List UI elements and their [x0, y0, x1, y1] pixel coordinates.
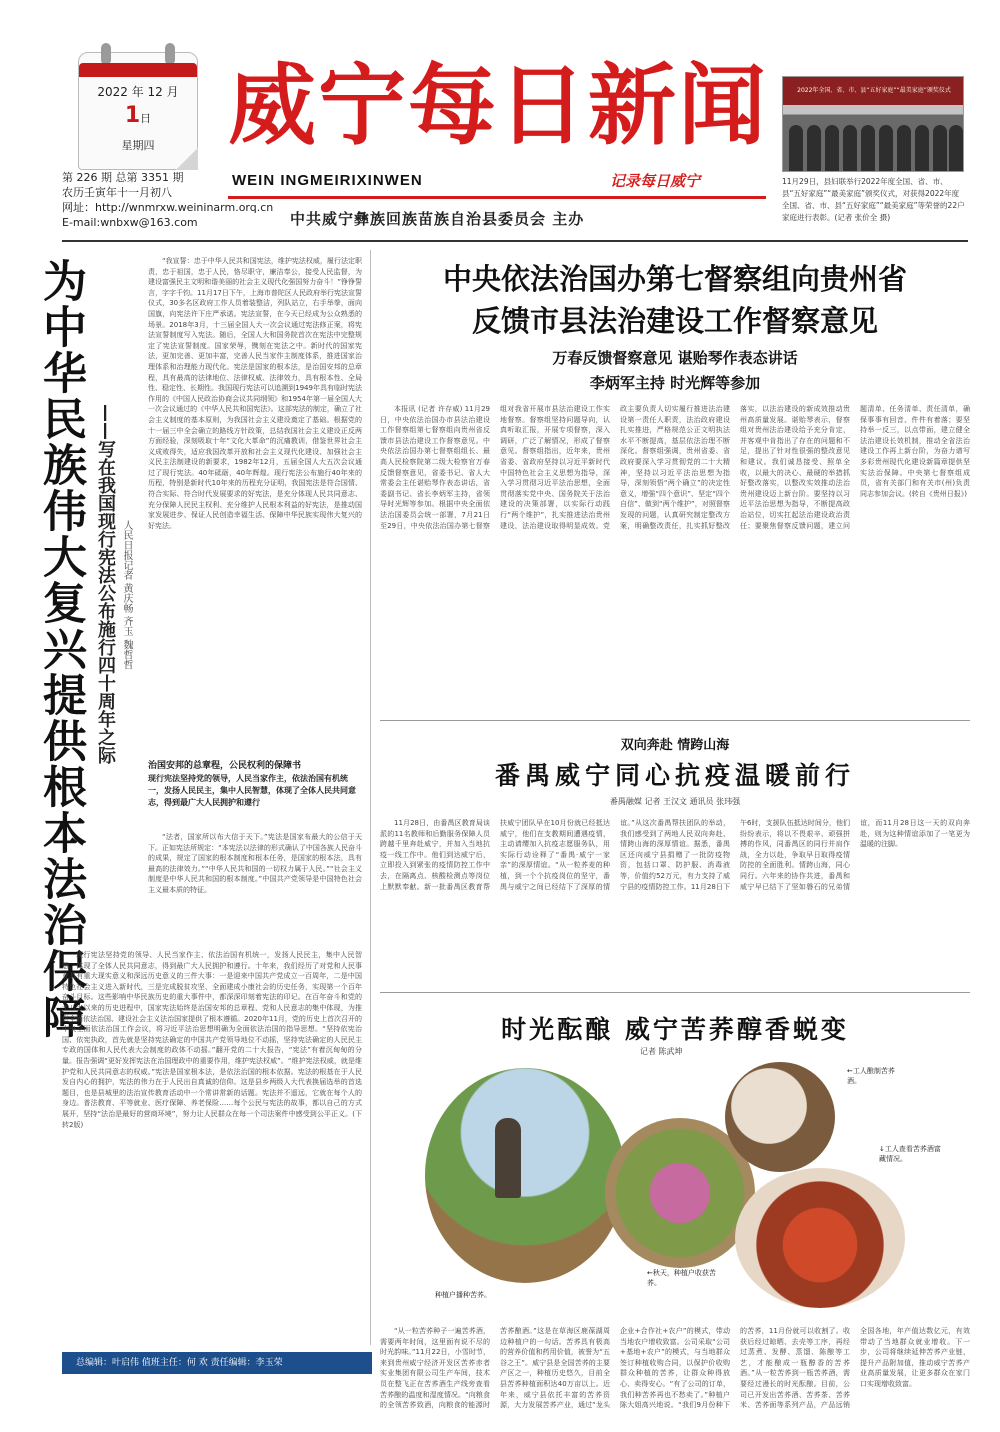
story2-body: [380, 818, 970, 986]
award-ceremony-photo: [782, 76, 964, 172]
editor-credits: 总编辑：叶启伟 值班主任：何 欢 责任编辑：李玉荣: [62, 1352, 372, 1374]
story-divider: [380, 992, 970, 993]
sponsor-line: 中共威宁彝族回族苗族自治县委员会 主办: [290, 210, 585, 228]
story2-byline: 番禺融媒 记者 王汉文 通讯员 张玮强: [609, 797, 741, 806]
masthead-rule: [228, 196, 766, 199]
newspaper-pinyin: WEIN INGMEIRIXINWEN: [232, 172, 423, 189]
story3-body-paragraph: “从一粒苦荞种子一遍苦荞酒，需要两年时间，这里面有说不尽的时光韵味。”11月22日，小雪时节，来到贵州威宁经济开发区苦荞赤者实业集团有限公司生产车间，技术员在整飞正在苦荞酒生产线旁查看苦荞酿的温度和湿度情况。“向粮食的全领苦荞致酒，向粮食的能源时苦荞酿酒。”这是在草海区鹿葆湖周边种植户的一句话。苦荞具有极高的营养价值和药用价值，被誉为“五谷之王”。威宁县是全国苦荞的主要产区之一，种植历史悠久，目前全县苦荞种植面积达40万亩以上。近年来，威宁县依托丰富的苦荞资源，大力发展苦荞产业，通过“龙头企业+合作社+农户”的模式，带动当地农户增收致富。公司采取“公司+基地+农户”的模式，与当地群众签订种植收购合同，以保护价收购群众种植的苦荞，让群众种得放心、卖得安心。“有了公司的订单，我们种苦荞再也不愁卖了。”种植户陈大姐高兴地说。“我们9月份种下的苦荞，11月份就可以收割了。收获后经过晾晒、去壳等工序，再经过蒸煮、发酵、蒸馏、陈酿等工艺，才能酿成一瓶醇香的苦荞酒。”从一粒苦荞到一瓶苦荞酒，需要经过漫长的时光酝酿。目前，公司已开发出苦荞酒、苦荞茶、苦荞米、苦荞面等系列产品，产品远销全国各地，年产值达数亿元，有效带动了当地群众就业增收。下一步，公司将继续延伸苦荞产业链，提升产品附加值，推动威宁苦荞产业高质量发展，让更多群众在家门口实现增收致富。: [380, 1327, 970, 1410]
newspaper-slogan: 记录每日威宁: [610, 172, 701, 190]
email-link[interactable]: E-mail:wnbxw@163.com: [62, 216, 198, 229]
farmer-figure: [495, 1118, 521, 1198]
story2-headline[interactable]: 番禺威宁同心抗疫温暖前行: [494, 761, 855, 790]
issue-info: [62, 170, 274, 230]
storage-caption: ↓工人查看苦荞酒富藏情况。: [879, 1145, 941, 1163]
masthead-divider: [62, 240, 968, 242]
lead-body-column: [148, 832, 362, 944]
lunar-date: 农历壬寅年十一月初八: [62, 186, 172, 199]
story2-kicker: 双向奔赴 情跨山海: [620, 738, 730, 753]
lead-pull-quote: 现行宪法坚持党的领导，人民当家作主，依法治国有机统一，发扬人民民主，集中人民智慧，体现了全体人民共同意志，得到最广大人民拥护和遵行: [148, 774, 356, 807]
story1-body: [380, 404, 970, 714]
calendar-year-month: 2022 年 12 月: [97, 85, 179, 99]
brewing-caption: ←工人酿制苦荞酒。: [847, 1067, 895, 1085]
story1-headline-line1: 中央依法治国办第七督察组向贵州省: [442, 262, 907, 296]
story3-headline[interactable]: 时光酝酿 威宁苦荞醇香蜕变: [501, 1015, 849, 1044]
lead-body-column: [62, 950, 362, 1346]
story1-headline[interactable]: [380, 258, 970, 342]
story2-body-paragraph: 11月28日，由番禺区教育局谈派的11名教师和后勤服务保障人员跨越千里奔赴威宁，并加入当地抗疫一线工作中。他们到达威宁后，立即投入到紧张的疫情防控工作中去，在隔离点、核酸检测点等岗位上默默奉献。新一批番禺区教育帮扶威宁团队早在10月份就已经抵达威宁，他们在支教期间遭遇疫情，主动请缨加入抗疫志愿服务队，用实际行动诠释了“番禺·威宁一家亲”的深厚情谊。“从一粒荞麦的种植，到一个个抗疫岗位的坚守，番禺与威宁之间已经结下了深厚的情谊。”从这次番禺帮扶团队的举动，我们感受到了两地人民双向奔赴、情跨山海的深厚情谊。据悉，番禺区还向威宁县捐赠了一批防疫物资，包括口罩、防护服、消毒液等，价值约52万元，有力支持了威宁县的疫情防控工作。11月28日下午6时，支援队伍抵达时间分，他们纷纷表示，将以不畏艰辛、顽强拼搏的作风，同番禺区的同行并肩作战，全力以赴，争取早日取得疫情防控的全面胜利。情跨山海，同心同行。六年来的协作共进，番禺和威宁早已结下了坚如磐石的兄弟情谊，而11月28日这一天的双向奔赴，则为这种情谊添加了一笔更为温暖的注脚。: [380, 819, 970, 891]
brewing-photo: [725, 1062, 835, 1172]
column-divider: [370, 250, 371, 1345]
newspaper-title: 威宁每日新闻: [228, 54, 769, 157]
story3-body: [380, 1326, 970, 1426]
page-curl-icon: [176, 148, 198, 170]
buckwheat-photo-collage: [385, 1058, 970, 1318]
story1-body-paragraph: 本报讯 (记者 许存威) 11月29日，中央依法治国办市县法治建设工作督察组第七督察组向贵州省反馈市县法治建设工作督察意见。中央依法治国办第七督察组组长、最高人民检察院第二级大检察官万春反馈督察意见，省委书记、省人大常委会主任谌贻琴作表态讲话，省委副书记、省长李炳军主持，省领导时光辉等参加。根据中央全面依法治国委员会统一部署，7月21日至29日，中央依法治国办第七督察组对我省开展市县法治建设工作实地督察。督察组坚持问题导向，认真听取汇报，开展专项督察，深入调研，广泛了解情况，形成了督察意见。督察组指出，近年来，贵州省委、省政府坚持以习近平新时代中国特色社会主义思想为指导，深入学习贯彻习近平法治思想，全面贯彻落实党中央、国务院关于法治建设的决策部署，以实际行动践行“两个维护”，扎实推进法治贵州建设，法治建设取得明显成效。党政主要负责人切实履行推进法治建设第一责任人职责，法治政府建设扎实推进，严格规范公正文明执法水平不断提高，基层依法治理不断深化。督察组强调，贵州省委、省政府要深入学习贯彻党的二十大精神，坚持以习近平法治思想为指导，深刻领悟“两个确立”的决定性意义，增强“四个意识”、坚定“四个自信”、做到“两个维护”，对照督察发现的问题，认真研究制定整改方案，明确整改责任，扎实抓好整改落实，以法治建设的新成效推动贵州高质量发展。谌贻琴表示，督察组对贵州法治建设给予充分肯定，并客观中肯指出了存在的问题和不足，提出了针对性很强的整改意见和建议。我们诚恳接受、照单全收，以最大的决心、最硬的举措抓好整改落实，以整改实效推动法治贵州建设迈上新台阶。要坚持以习近平法治思想为指导，不断提高政治站位，切实扛起法治建设政治责任；要聚焦督察反馈问题，建立问题清单、任务清单、责任清单，确保事事有回音、件件有着落；要坚持举一反三，以点带面，建立健全法治建设长效机制，推动全省法治建设工作再上新台阶，为奋力谱写多彩贵州现代化建设新篇章提供坚实法治保障。中央第七督察组成员，省有关部门和有关市(州)负责同志参加会议。(转自《贵州日报》): [380, 405, 970, 530]
harvest-caption: ←秋天，种植户收获苦荞。: [647, 1269, 716, 1287]
storage-photo: [735, 1168, 905, 1308]
story1-subhead-line2: 李炳军主持 时光辉等参加: [589, 374, 761, 392]
issue-number: 第 226 期 总第 3351 期: [62, 171, 184, 184]
planting-caption: 种植户播种苦荞。: [435, 1291, 491, 1299]
photo-caption: 11月29日，县妇联举行2022年度全国、省、市、县“五好家庭”“最美家庭”颁奖仪式，对获得2022年度全国、省、市、县“五好家庭”“最美家庭”等荣誉的22户家庭进行表彰。(记者 张价全 摄): [782, 177, 965, 222]
calendar-day-number: 1: [124, 103, 141, 128]
story1-subhead-line1: 万春反馈督察意见 谌贻琴作表态讲话: [552, 349, 798, 367]
calendar-day: [79, 103, 197, 128]
lead-subheadline: ——写在我国现行宪法公布施行四十周年之际: [95, 404, 116, 764]
story-divider: [380, 720, 970, 721]
date-calendar: [78, 52, 198, 170]
calendar-ring-icon: [101, 43, 111, 65]
calendar-day-unit: 日: [140, 112, 152, 125]
calendar-weekday: 星期四: [121, 139, 155, 152]
story3-byline: 记者 陈武坤: [640, 1047, 683, 1056]
lead-headline[interactable]: 为中华民族伟大复兴提供根本法治保障: [35, 258, 86, 1040]
lead-byline: 人民日报记者 黄庆畅 齐玉 魏哲哲: [121, 520, 132, 670]
lead-section-heading: 治国安邦的总章程，公民权利的保障书: [148, 761, 302, 771]
story1-subheadline: [380, 346, 970, 396]
lead-body-paragraph: “我宣誓：忠于中华人民共和国宪法，维护宪法权威，履行法定职责，忠于祖国，忠于人民，恪尽职守，廉洁奉公，接受人民监督，为建设富强民主文明和谐美丽的社会主义现代化强国努力奋斗！”铮铮誓言，字字千钧。11月17日下午，上海市普陀区人民政府举行宪法宣誓仪式，30多名区政府工作人员着装整洁，列队站立，右手举拳，面向国旗，向宪法许下庄严承诺。宪法宣誓，在今天已经成为公众熟悉的场景。2018年3月，十三届全国人大一次会议通过宪法修正案，将宪法宣誓制度写入宪法。随后，全国人大和国务院首次在宪法中完整规定了宪法宣誓制度。国家荣辱，镌刻在宪法之中。新时代的国家宪法，更加完善、更加丰富，完善人民当家作主制度体系，推进国家治理体系和治理能力现代化。宪法是国家的根本法，是治国安邦的总章程，具有最高的法律地位、法律权威、法律效力，具有根本性、全局性、稳定性、长期性。我国现行宪法可以追溯到1949年具有临时宪法作用的《中国人民政治协商会议共同纲领》和1954年第一届全国人大一次会议通过的《中华人民共和国宪法》。这部宪法的制定，确立了社会主义制度的基本原则，为我国社会主义建设奠定了基础。根据党的十一届三中全会确立的路线方针政策，总结我国社会主义建设正反两方面经验，深刻吸取十年“文化大革命”的沉痛教训，借鉴世界社会主义成败得失，适应我国改革开放和社会主义现代化建设、加强社会主义民主法制建设的新要求，1982年12月，五届全国人大五次会议通过了现行宪法。40年砥砺，40年辉煌。现行宪法公布施行40年来的历程，特别是新时代10年来的历程充分证明，我国宪法是符合国情、符合实际、符合时代发展要求的好宪法，是充分体现人民共同意志、充分保障人民民主权利、充分维护人民根本利益的好宪法，是推动国家发展进步、保证人民创造幸福生活、保障中华民族实现伟大复兴的好宪法。: [148, 257, 362, 530]
lead-body-column: [148, 256, 362, 752]
planting-photo: [425, 1068, 625, 1283]
lead-body-paragraph: 现行宪法坚持党的领导、人民当家作主、依法治国有机统一，发扬人民民主，集中人民智慧，体现了全体人民共同意志，得到最广大人民拥护和遵行。十年来，我们经历了对党和人民事业具有重大现实意义和深远历史意义的三件大事：一是迎来中国共产党成立一百周年，二是中国特色社会主义进入新时代，三是完成脱贫攻坚、全面建成小康社会的历史任务，实现第一个百年奋斗目标。这些影响中华民族历史的重大事件中，都深深印刻着宪法的印记。在百年奋斗和党的十八大以来的历史进程中，国家宪法始终是治国安邦的总章程、党和人民意志的集中体现，为推进全面依法治国、建设社会主义法治国家提供了根本遵循。2020年11月，党的历史上首次召开的中央全面依法治国工作会议，将习近平法治思想明确为全面依法治国的指导思想。“坚持依宪治国、依宪执政，首先就是坚持宪法确定的中国共产党领导地位不动摇，坚持宪法确定的人民民主专政的国体和人民代表大会制度的政体不动摇。”翻开党的二十大报告，“宪法”有着沉甸甸的分量。报告强调“更好发挥宪法在治国理政中的重要作用，维护宪法权威”。“维护宪法权威，就是维护党和人民共同意志的权威。”宪法是国家根本法，是依法治国的根本依据。宪法的根基在于人民发自内心的拥护，宪法的伟力在于人民出自真诚的信仰。这是县乡两级人大代表换届选举的首选题目，也是县城里的法治宣传教育活动中一个常讲常新的话题。宪法并不遥远，它就在每个人的身边。普法教育、平等就业、医疗保障、养老保险……每个公民与宪法的故事，都以自己的方式展开，坚持“法治是最好的营商环境”，努力让人民群众在每一个司法案件中感受到公平正义。(下转2版): [62, 951, 362, 1129]
calendar-ring-icon: [165, 43, 175, 65]
story1-headline-line2: 反馈市县法治建设工作督察意见: [471, 304, 878, 338]
photo-banner-text: 2022年全国、省、市、县“五好家庭”“最美家庭”颁奖仪式: [797, 87, 951, 94]
website-link[interactable]: 网址：http://wnmrxw.weininarm.orq.cn: [62, 201, 274, 214]
lead-body-paragraph: “法者，国家所以布大信于天下。”宪法是国家布最大的公信于天下。正如宪法所规定：“本宪法以法律的形式确认了中国各族人民奋斗的成果，规定了国家的根本制度和根本任务，是国家的根本法，具有最高的法律效力。”“中华人民共和国的一切权力属于人民。”“社会主义制度是中华人民共和国的根本制度。”中国共产党领导是中国特色社会主义最本质的特征。: [148, 833, 362, 894]
